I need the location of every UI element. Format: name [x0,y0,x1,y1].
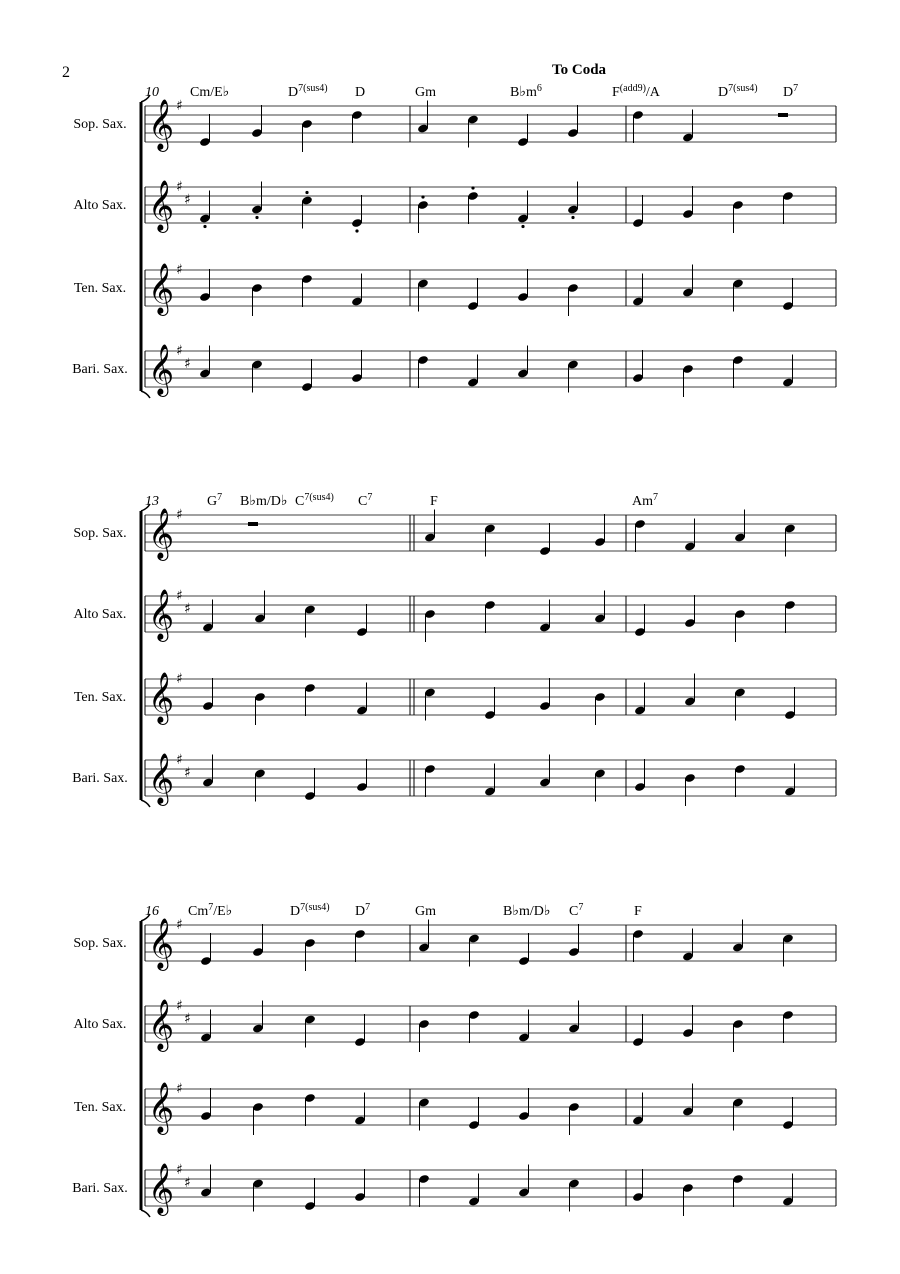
system-2 [72,492,836,807]
treble-clef-icon: 𝄞 [148,753,175,804]
treble-clef-icon: 𝄞 [148,508,175,559]
chord-symbol: Cm$^7$/E♭ [188,902,233,919]
system-3 [72,902,836,1217]
whole-rest-icon [248,522,258,526]
staff [72,343,836,397]
chord-symbol: B♭m/D♭ [240,494,288,509]
chord-symbol: Cm/E♭ [190,85,230,100]
sharp-icon: ♯ [176,998,183,1014]
treble-clef-icon: 𝄞 [148,180,175,231]
whole-rest-icon [778,113,788,117]
sharp-icon: ♯ [176,507,183,523]
measure-number: 13 [145,494,159,509]
staff [74,262,836,316]
system-1 [72,83,836,398]
instrument-label: Ten. Sax. [73,281,127,296]
treble-clef-icon: 𝄞 [148,918,175,969]
to-coda-label: To Coda [552,62,607,78]
chord-symbol: $D^7$ [783,83,799,100]
chord-symbol: $G^7$ [207,492,223,509]
staff [74,1081,836,1135]
sharp-icon: ♯ [184,765,191,781]
chord-symbol: $D^{7(sus4)}$ [288,83,328,100]
sharp-icon: ♯ [176,262,183,278]
sharp-icon: ♯ [176,917,183,933]
chord-symbol: F [430,494,438,509]
staccato-dot [203,225,206,228]
chord-symbol: $C^{7(sus4)}$ [295,492,334,509]
instrument-label: Sop. Sax. [73,936,127,951]
chord-symbol: Am$^7$ [632,492,658,509]
instrument-label: Bari. Sax. [72,771,128,786]
staccato-dot [421,195,424,198]
staff [72,1162,836,1216]
sharp-icon: ♯ [176,1162,183,1178]
staff [74,588,836,642]
staff [74,179,836,233]
treble-clef-icon: 𝄞 [148,1163,175,1214]
staccato-dot [521,225,524,228]
sharp-icon: ♯ [184,601,191,617]
chord-symbol: $C^7$ [569,902,584,919]
staff [73,507,836,561]
staccato-dot [471,186,474,189]
staccato-dot [255,216,258,219]
treble-clef-icon: 𝄞 [148,99,175,150]
treble-clef-icon: 𝄞 [148,344,175,395]
treble-clef-icon: 𝄞 [148,672,175,723]
chord-symbol: D [355,85,366,100]
staccato-dot [571,216,574,219]
chord-symbol: $D^{7(sus4)}$ [718,83,758,100]
instrument-label: Alto Sax. [73,1017,127,1032]
instrument-label: Bari. Sax. [72,362,128,377]
staff [73,917,836,971]
instrument-label: Sop. Sax. [73,117,127,132]
sharp-icon: ♯ [176,179,183,195]
chord-symbol: $F^{(add9)}/A$ [612,83,660,100]
sharp-icon: ♯ [176,1081,183,1097]
instrument-label: Alto Sax. [73,198,127,213]
chord-symbol: $D^7$ [355,902,371,919]
chord-symbol: B♭m/D♭ [503,904,551,919]
staccato-dot [305,191,308,194]
sharp-icon: ♯ [176,98,183,114]
staff [74,998,836,1052]
instrument-label: Ten. Sax. [73,1100,127,1115]
sharp-icon: ♯ [176,671,183,687]
sharp-icon: ♯ [184,1175,191,1191]
measure-number: 16 [145,904,159,919]
instrument-label: Alto Sax. [73,607,127,622]
sharp-icon: ♯ [184,356,191,372]
chord-symbol: Gm [415,904,436,919]
staff [73,98,836,152]
staff [72,752,836,806]
treble-clef-icon: 𝄞 [148,999,175,1050]
staff [74,671,836,725]
treble-clef-icon: 𝄞 [148,263,175,314]
sharp-icon: ♯ [184,1011,191,1027]
page-number: 2 [62,64,70,81]
chord-symbol: Gm [415,85,436,100]
chord-symbol: $D^{7(sus4)}$ [290,902,330,919]
treble-clef-icon: 𝄞 [148,589,175,640]
chord-symbol: $C^7$ [358,492,373,509]
sharp-icon: ♯ [184,192,191,208]
instrument-label: Sop. Sax. [73,526,127,541]
sharp-icon: ♯ [176,588,183,604]
chord-symbol: $B♭m^6$ [510,83,542,100]
staccato-dot [355,229,358,232]
instrument-label: Bari. Sax. [72,1181,128,1196]
sharp-icon: ♯ [176,343,183,359]
chord-symbol: F [634,904,642,919]
instrument-label: Ten. Sax. [73,690,127,705]
sharp-icon: ♯ [176,752,183,768]
treble-clef-icon: 𝄞 [148,1082,175,1133]
measure-number: 10 [145,85,159,100]
